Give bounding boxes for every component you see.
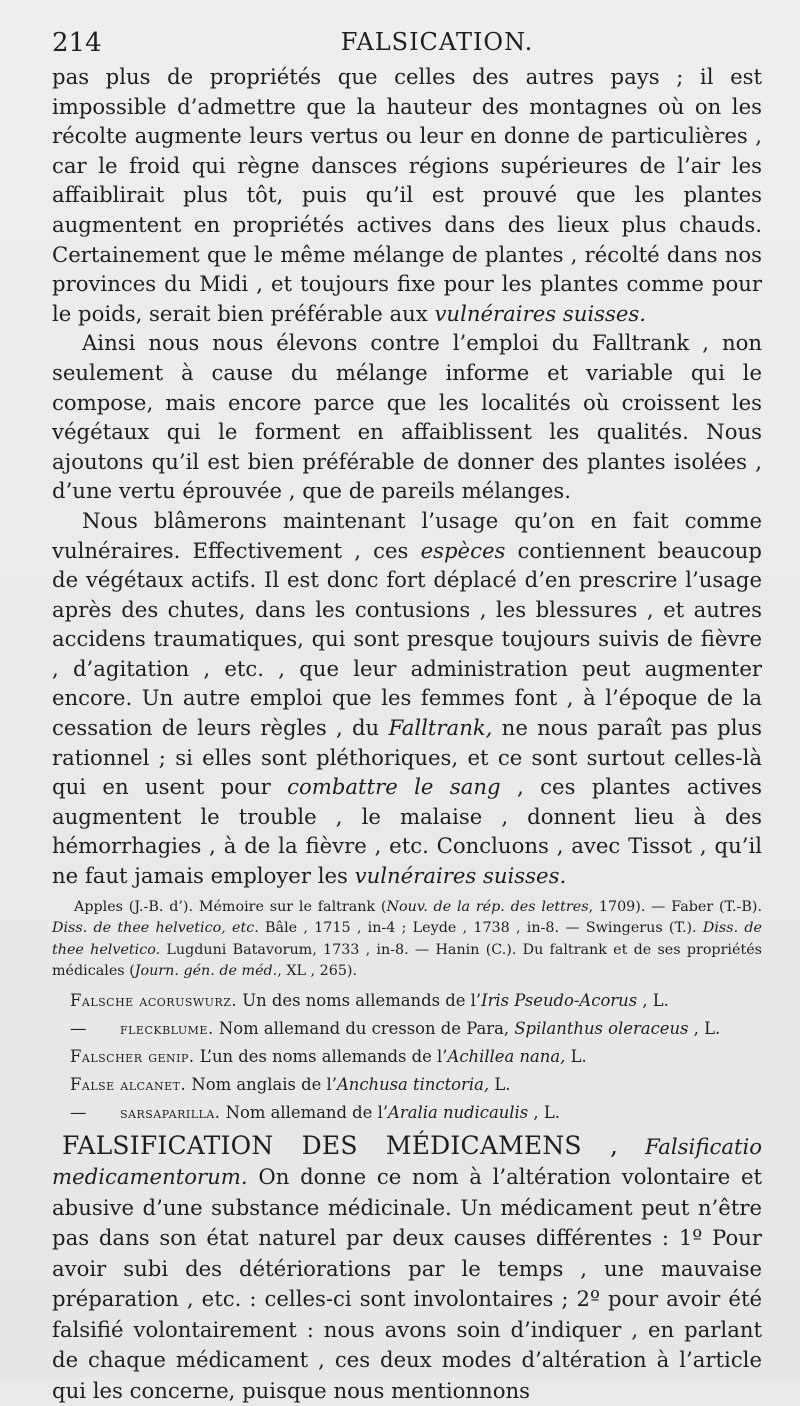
entry-text: On donne ce nom à l’altération volontaire et abusive d’une substance médicinale. Un médicament peut n’être pas dans son état naturel par deux causes différentes : 1º Pour avoir subi des détériorations par le temps , une mauvaise préparation , etc. : celles-ci sont involontaires ; 2º pour avoir été falsifié volontairement : nous avons soin d’indiquer , en parlant de chaque médicament , ces deux modes d’altération à l’article qui les concerne, puisque nous mentionnons	[52, 1164, 762, 1403]
paragraph-text: pas plus de propriétés que celles des autres pays ; il est impossible d’admettre que la hauteur des montagnes où on les récolte augmente leurs vertus ou leur en donne de particulières , car le froid qui règne dansces régions supérieures de l’air les affaiblirait plus tôt, puis qu’il est prouvé que les plantes augmentent en propriétés actives dans des lieux plus chauds. Certainement que le même mélange de plantes , récolté dans nos provinces du Midi , et toujours fixe pour les plantes comme pour le poids, serait bien préférable aux	[52, 64, 762, 326]
bibliography-text: Lugduni Batavorum, 1733 , in-8. — Hanin (C.). Du faltrank et de ses propriétés médicales (	[52, 941, 762, 980]
entry-latin-name: Falsificatio medicamentorum.	[52, 1133, 762, 1190]
entry-definition: Nom allemand du cresson de Para,	[213, 1018, 515, 1038]
entry-headword: Falsche acoruswurz.	[70, 990, 238, 1010]
italic-text: espèces	[420, 537, 506, 563]
italic-text: Falltrank,	[388, 715, 493, 741]
italic-text: vulnéraires suisses.	[434, 300, 647, 326]
bibliography-text: Bâle , 1715 , in-4 ; Leyde , 1738 , in-8. — Swingerus (T.).	[258, 920, 703, 937]
italic-text: combattre le sang	[287, 774, 501, 800]
dictionary-entry	[52, 1071, 762, 1099]
bibliography-text: Apples (J.-B. d’). Mémoire sur le faltrank (	[74, 898, 387, 915]
entry-authority: , L.	[637, 990, 669, 1010]
italic-text: vulnéraires suisses.	[354, 863, 567, 889]
bibliography-paragraph	[52, 897, 762, 983]
bibliography	[52, 897, 762, 983]
paragraph-text: Ainsi nous nous élevons contre l’emploi du Falltrank , non seulement à cause du mélange informe et variable qui le compose, mais encore parce que les localités où croissent les végétaux qui le forment en affaiblissent les qualités. Nous ajoutons qu’il est bien préférable de donner des plantes isolées , d’une vertu éprouvée , que de pareils mélanges.	[52, 330, 762, 504]
italic-text: Journ. gén. de méd.	[134, 963, 278, 980]
entry-definition: Nom anglais de l’	[186, 1074, 337, 1094]
entry-title: FALSIFICATION DES MÉDICAMENS ,	[62, 1130, 619, 1160]
entry-species: Iris Pseudo-Acorus	[481, 990, 638, 1010]
paragraph-text: , ces plantes actives augmentent le trouble , le malaise , donnent lieu à des hémorrhagies , à de la fièvre , etc. Concluons , avec Tissot , qu’il ne faut jamais employer les	[52, 774, 762, 889]
entry-authority: L.	[489, 1074, 511, 1094]
italic-text: Diss. de thee helvetico.	[52, 920, 762, 958]
paragraph	[52, 328, 762, 506]
dictionary-entry	[52, 1015, 762, 1043]
page-header	[52, 22, 762, 62]
bibliography-text: , XL , 265).	[277, 963, 358, 980]
falsification-paragraph	[52, 1131, 762, 1406]
entry-species: Spilanthus oleraceus	[514, 1018, 689, 1038]
italic-text: Nouv. de la rép. des lettres	[386, 898, 589, 915]
entry-headword: fleckblume.	[120, 1018, 214, 1038]
ditto-dash: —	[70, 1102, 87, 1122]
entry-headword: Falscher genip.	[70, 1046, 195, 1066]
entry-headword: sarsaparilla.	[120, 1102, 221, 1122]
running-title: FALSICATION.	[340, 28, 534, 56]
main-text	[52, 62, 762, 891]
entry-list	[52, 987, 762, 1127]
entry-species: Achillea nana,	[447, 1046, 566, 1066]
paragraph	[52, 506, 762, 891]
entry-authority: L.	[565, 1046, 587, 1066]
entry-authority: , L.	[528, 1102, 560, 1122]
bibliography-text: , 1709). — Faber (T.-B).	[588, 898, 762, 915]
ditto-dash: —	[70, 1018, 87, 1038]
entry-definition: L’un des noms allemands de l’	[194, 1046, 448, 1066]
page-number: 214	[52, 28, 102, 58]
entry-headword: False alcanet.	[70, 1074, 187, 1094]
entry-authority: , L.	[688, 1018, 721, 1038]
paragraph-text: contiennent beaucoup de végétaux actifs. Il est donc fort déplacé d’en prescrire l’usage après des chutes, dans les contusions , les blessures , et autres accidens traumatiques, qui sont presque toujours suivis de fièvre , d’agitation , etc. , que leur administration peut augmenter encore. Un autre emploi que les femmes font , à l’époque de la cessation de leurs règles , du	[52, 537, 762, 741]
entry-definition: Un des noms allemands de l’	[237, 990, 482, 1010]
dictionary-entry	[52, 1043, 762, 1071]
entry-species: Aralia nudicaulis	[388, 1102, 529, 1122]
italic-text: Diss. de thee helvetico, etc.	[52, 920, 259, 937]
dictionary-entry	[52, 1099, 762, 1127]
entry-species: Anchusa tinctoria,	[336, 1074, 490, 1094]
entry-definition: Nom allemand de l’	[220, 1102, 389, 1122]
paragraph-text: ne nous paraît pas plus rationnel ; si elles sont pléthoriques, et ce sont surtout celles-là qui en usent pour	[52, 715, 762, 800]
paragraph-text: Nous blâmerons maintenant l’usage qu’on en fait comme vulnéraires. Effectivement , ces	[52, 507, 762, 563]
falsification-entry	[52, 1131, 762, 1406]
dictionary-entry	[52, 987, 762, 1015]
paragraph	[52, 62, 762, 328]
